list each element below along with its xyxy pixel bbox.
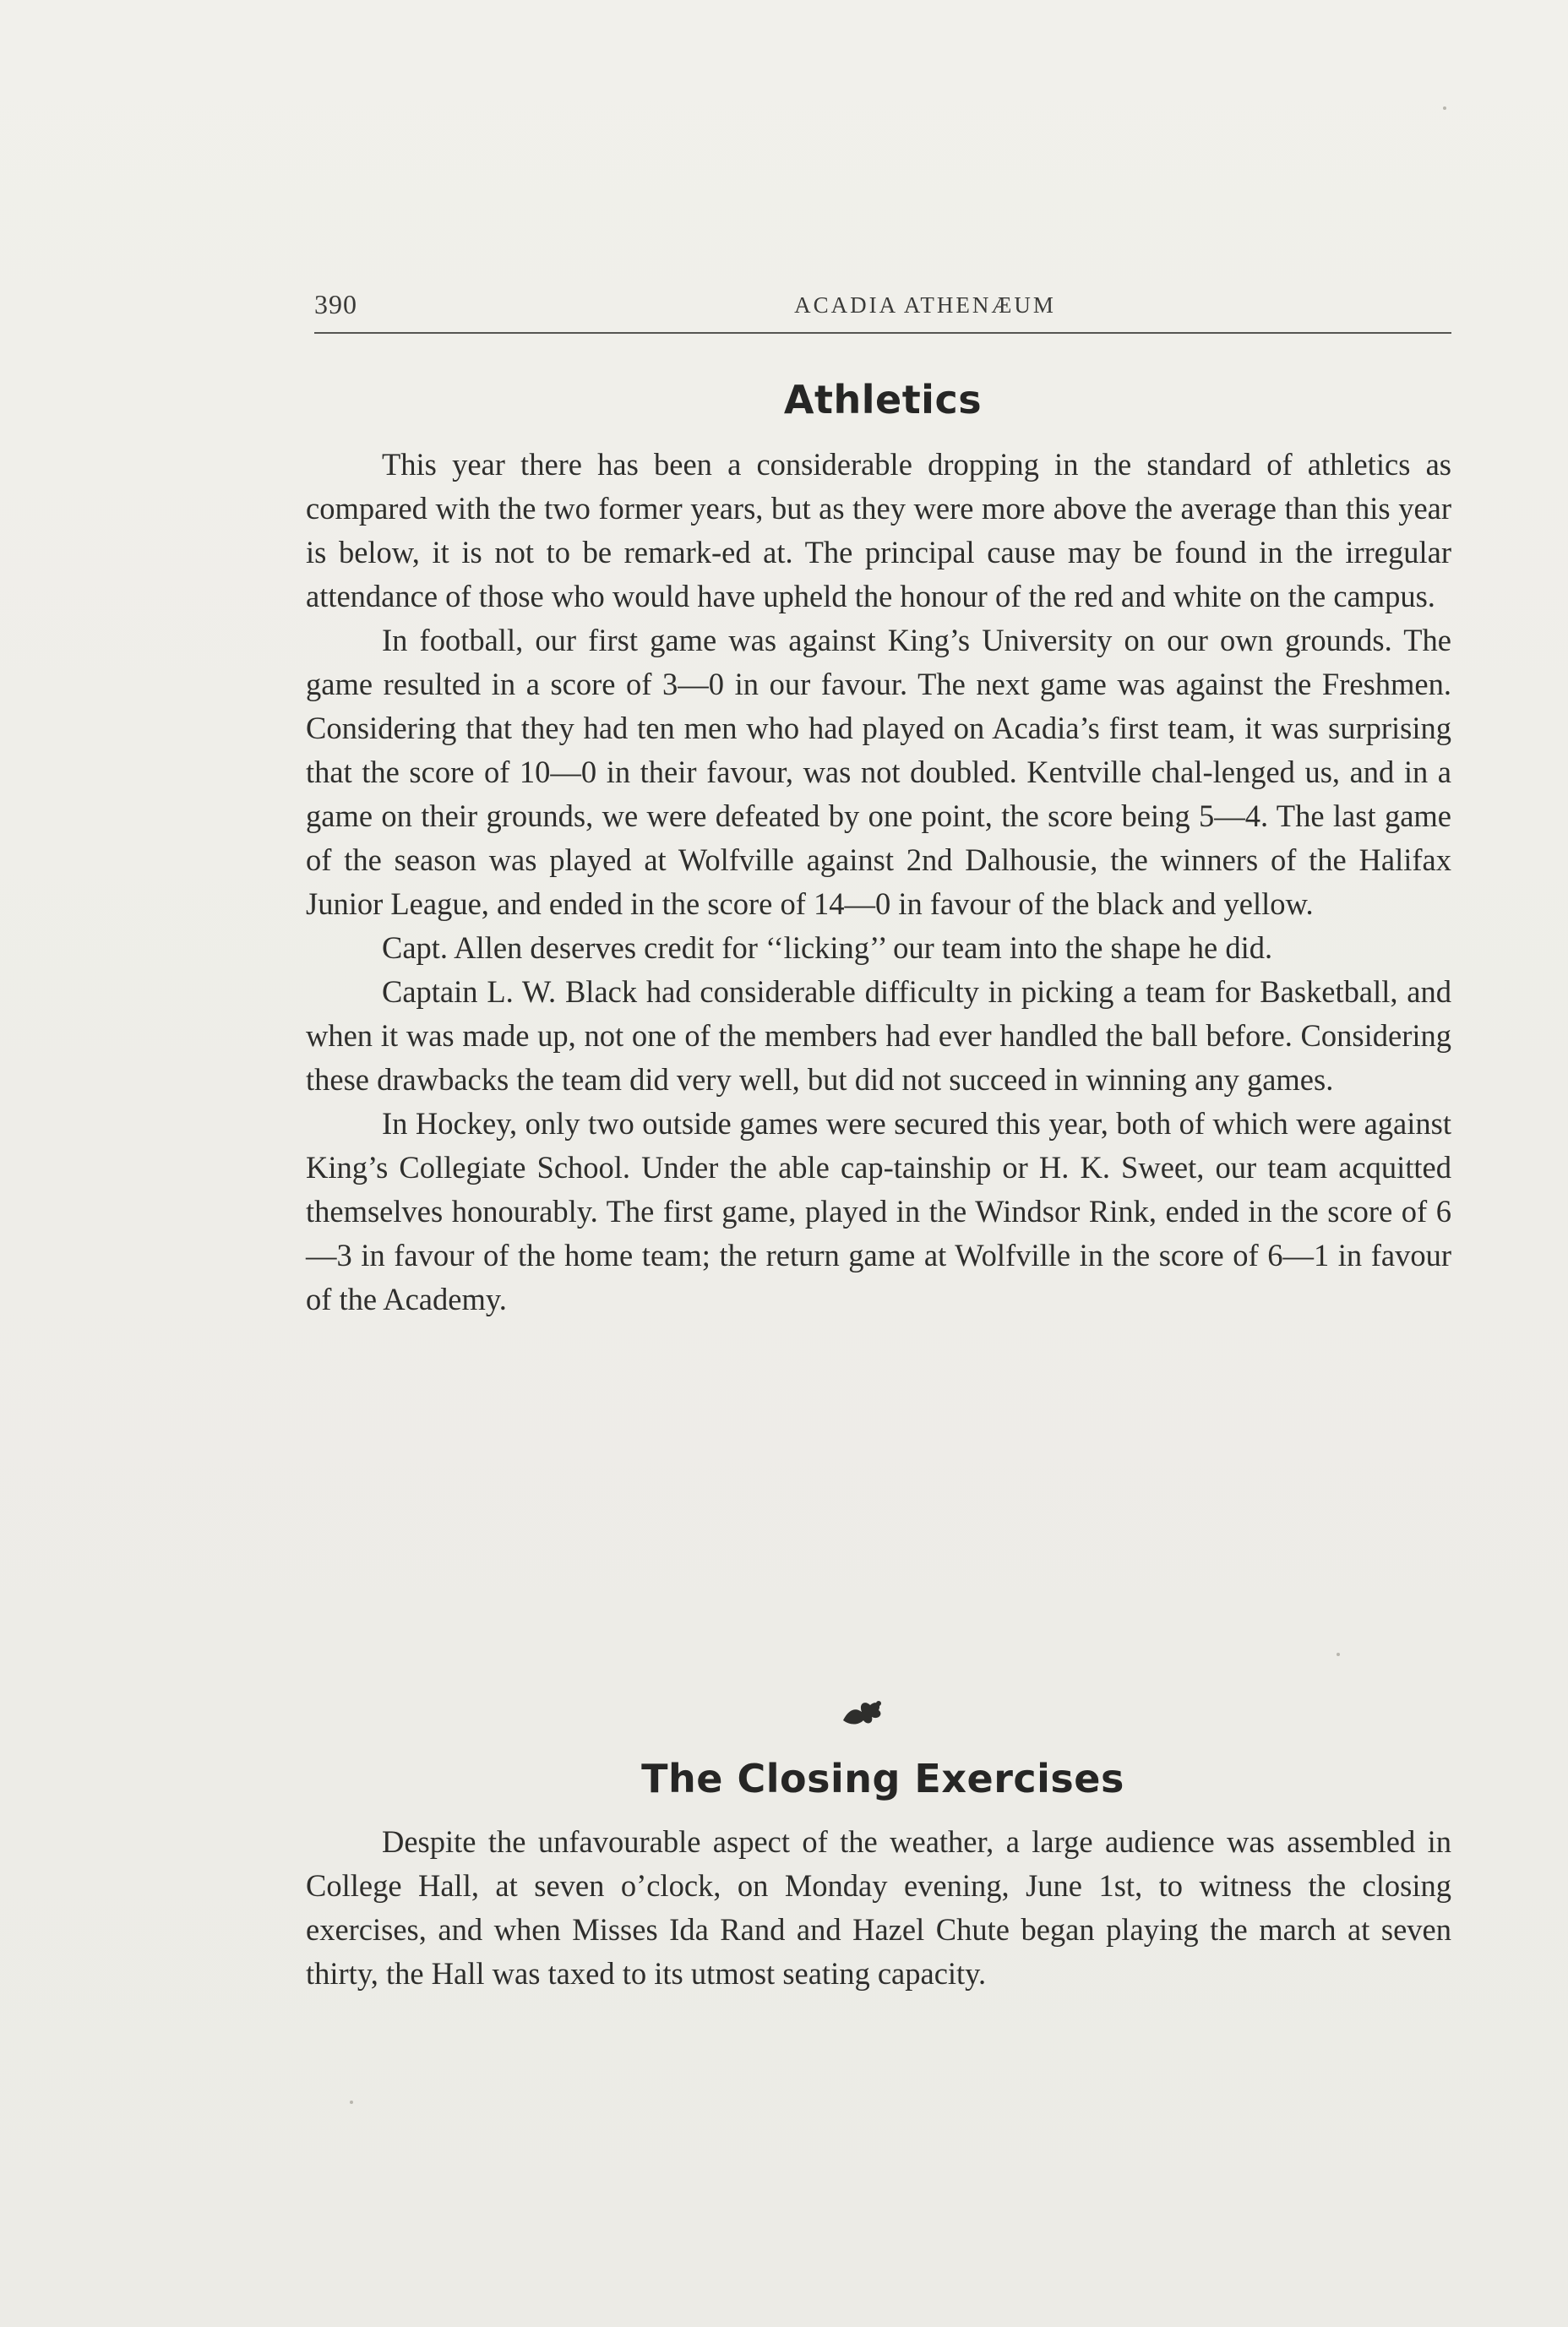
page-header [314, 284, 1451, 335]
athletics-title: Athletics [783, 377, 983, 422]
paper-speck [1443, 106, 1446, 110]
athletics-paragraph: This year there has been a considerable dropping in the standard of athletics as compared with the two former years, but as they were more above the average than this year is below, it is not to be remark-ed at. The principal cause may be found in the irregular attendance of those who would have upheld the honour of the red and white on the campus. [306, 447, 1451, 613]
running-head: ACADIA ATHENÆUM [794, 292, 1056, 318]
closing-paragraph: Despite the unfavourable aspect of the weather, a large audience was assembled in College Hall, at seven o’clock, on Monday evening, June 1st, to witness the closing exercises, and when Misses Ida Rand and Hazel Chute began playing the march at seven thirty, the Hall was taxed to its utmost seating capacity. [306, 1824, 1451, 1991]
athletics-paragraph: In football, our first game was against King’s University on our own grounds. The game resulted in a score of 3—0 in our favour. The next game was against the Freshmen. Considering that they had ten men who had played on Acadia’s first team, it was surprising that the score of 10—0 in their favour, was not doubled. Kentville chal-lenged us, and in a game on their grounds, we were defeated by one point, the score being 5—4. The last game of the season was played at Wolfville against 2nd Dalhousie, the winners of the Halifax Junior League, and ended in the score of 14—0 in favour of the black and yellow. [306, 623, 1451, 921]
paper-speck [1337, 1653, 1340, 1656]
athletics-paragraph: Captain L. W. Black had considerable difficulty in picking a team for Basketball, and when it was made up, not one of the members had ever handled the ball before. Considering these drawbacks the team did very well, but did not succeed in winning any games. [306, 974, 1451, 1097]
closing-exercises-body [306, 1820, 1451, 1996]
closing-exercises-title: The Closing Exercises [641, 1756, 1124, 1801]
athletics-paragraph: In Hockey, only two outside games were secured this year, both of which were against King’s Collegiate School. Under the able cap-tainship or H. K. Sweet, our team acquitted themselves honourably. The first game, played in the Windsor Rink, ended in the score of 6—3 in favour of the home team; the return game at Wolfville in the score of 6—1 in favour of the Academy. [306, 1106, 1451, 1316]
fleuron-icon [836, 1695, 887, 1729]
header-rule [314, 332, 1451, 334]
paper-speck [350, 2101, 353, 2104]
athletics-paragraph: Capt. Allen deserves credit for ‘‘licking’’ our team into the shape he did. [382, 930, 1273, 965]
page-number: 390 [314, 289, 357, 319]
athletics-body [306, 443, 1451, 1322]
